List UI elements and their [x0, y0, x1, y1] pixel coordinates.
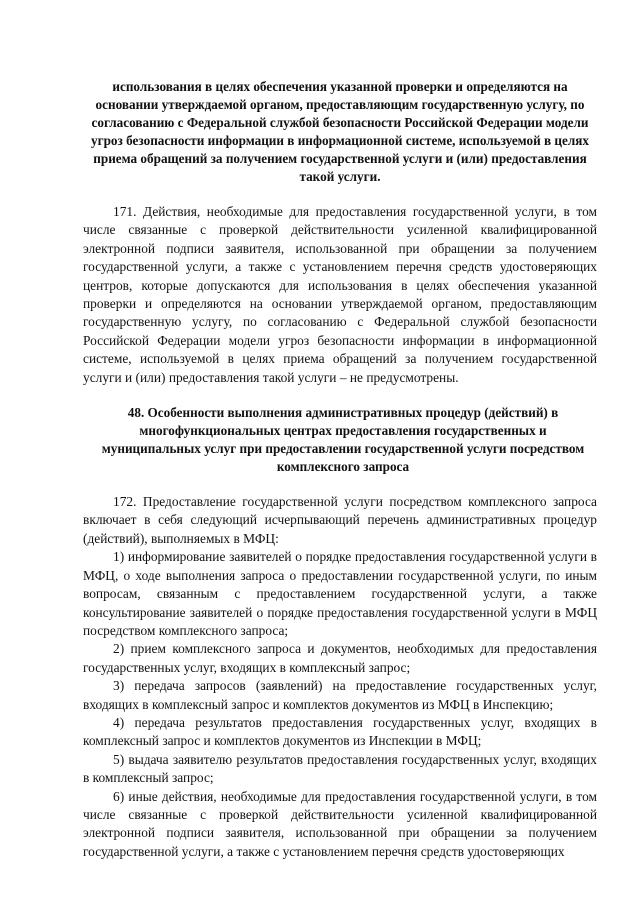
- document-page: [83, 78, 597, 861]
- list-item: 5) выдача заявителю результатов предоставления государственных услуг, входящих в комплексный запрос;: [83, 751, 597, 786]
- list-item: 6) иные действия, необходимые для предоставления государственной услуги, в том числе связанные с проверкой действительности усиленной квалифицированной электронной подписи заявителя, использованной при обращении за получением государственной услуги, а также с установлением перечня средств удостоверяющих: [83, 788, 597, 859]
- list-item: 3) передача запросов (заявлений) на предоставление государственных услуг, входящих в комплексный запрос и комплектов документов из МФЦ в Инспекцию;: [83, 678, 597, 712]
- list-item: 2) прием комплексного запроса и документов, необходимых для предоставления государственных услуг, входящих в комплексный запрос;: [83, 641, 597, 675]
- list-item: 1) информирование заявителей о порядке предоставления государственной услуги в МФЦ, о ходе выполнения запроса о предоставлении государственной услуги, по иным вопросам, связанным с предоставлением государственной услуги, а также консультирование заявителей о порядке предоставления государственной услуги в МФЦ посредством комплексного запроса;: [83, 549, 597, 638]
- intro-bold-paragraph: использования в целях обеспечения указанной проверки и определяются на основании утверждаемой органом, предоставляющим государственную услугу, по согласованию с Федеральной службой безопасности Российской Федерации модели угроз безопасности информации в информационной системе, используемой в целях приема обращений за получением государственной услуги и (или) предоставления такой услуги.: [91, 79, 589, 184]
- list-item: 4) передача результатов предоставления государственных услуг, входящих в комплексный запрос и комплектов документов из Инспекции в МФЦ;: [83, 714, 597, 749]
- paragraph-171: 171. Действия, необходимые для предоставления государственной услуги, в том числе связанные с проверкой действительности усиленной квалифицированной электронной подписи заявителя, использованной при обращении за получением государственной услуги, а также с установлением перечня средств удостоверяющих центров, которые допускаются для использования в целях обеспечения указанной проверки и определяются на основании утверждаемой органом, предоставляющим государственную услугу, по согласованию с Федеральной службой безопасности Российской Федерации модели угроз безопасности информации в информационной системе, используемой в целях приема обращений за получением государственной услуги и (или) предоставления такой услуги – не предусмотрены.: [83, 204, 597, 385]
- procedure-list: [83, 548, 597, 861]
- section-heading-48: 48. Особенности выполнения административных процедур (действий) в многофункциональных центрах предоставления государственных и муниципальных услуг при предоставлении государственной услуги посредством комплексного запроса: [101, 405, 585, 475]
- paragraph-172: 172. Предоставление государственной услуги посредством комплексного запроса включает в себя следующий исчерпывающий перечень административных процедур (действий), выполняемых в МФЦ:: [83, 494, 597, 546]
